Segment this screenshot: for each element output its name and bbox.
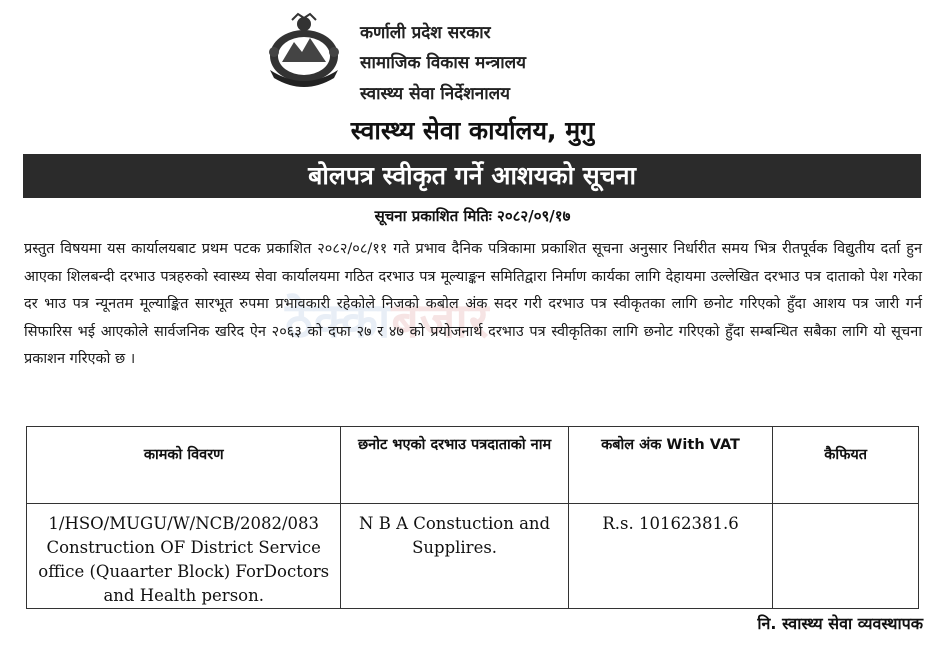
watermark-part2: बजार [391, 293, 490, 349]
header-ministry: सामाजिक विकास मन्त्रालय [360, 53, 527, 73]
table-header-row [27, 427, 919, 504]
cell-description: 1/HSO/MUGU/W/NCB/2082/083 Construction OF District Service office (Quaarter Block) ForDoctors and Health person. [27, 504, 341, 609]
notice-body: प्रस्तुत विषयमा यस कार्यालयबाट प्रथम पटक प्रकाशित २०८२/०८/११ गते प्रभाव दैनिक पत्रिकामा प्रकाशित सूचना अनुसार निर्धारीत समय भित्र रीतपूर्वक विद्युतीय दर्ता हुन आएका शिलबन्दी दरभाउ पत्रहरुको स्वास्थ्य सेवा कार्यालयमा गठित दरभाउ पत्र मूल्याङ्कन समितिद्वारा निर्माण कार्यका लागि देहायमा उल्लेखित दरभाउ पत्र दाताको पेश गरेका दर भाउ पत्र न्यूनतम मूल्याङ्कित सारभूत रुपमा प्रभावकारी रहेकोले निजको कबोल अंक सदर गरी दरभाउ पत्र स्वीकृतका लागि छनोट गरिएको हुँदा आशय पत्र जारी गर्न सिफारिस भई आएकोले सार्वजनिक खरिद ऐन २०६३ को दफा २७ र ४७ को प्रयोजनार्थ दरभाउ पत्र स्वीकृतिका लागि छनोट गरिएको हुँदा सम्बन्धित सबैका लागि यो सूचना प्रकाशन गरिएको छ । [24, 241, 922, 367]
cell-remarks [773, 504, 919, 609]
table-row [27, 504, 919, 609]
header-directorate: स्वास्थ्य सेवा निर्देशनालय [360, 84, 510, 104]
office-title: स्वास्थ्य सेवा कार्यालय, मुगु [350, 116, 595, 145]
published-date: सूचना प्रकाशित मितिः २०८२/०९/१७ [374, 207, 571, 225]
header-bid-amount: कबोल अंक With VAT [568, 427, 773, 504]
header-bidder-name: छनोट भएको दरभाउ पत्रदाताको नाम [341, 427, 568, 504]
cell-bidder: N B A Constuction and Supplires. [341, 504, 568, 609]
cell-amount: R.s. 10162381.6 [568, 504, 773, 609]
notice-banner: बोलपत्र स्वीकृत गर्ने आशयको सूचना [23, 154, 921, 198]
watermark-part1: ठेक्का [285, 293, 392, 349]
header-remarks: कैफियत [773, 427, 919, 504]
header-work-description: कामको विवरण [27, 427, 341, 504]
signatory: नि. स्वास्थ्य सेवा व्यवस्थापक [757, 614, 923, 633]
bid-table [26, 426, 919, 609]
header-province: कर्णाली प्रदेश सरकार [360, 23, 491, 43]
nepal-emblem-icon [262, 12, 346, 90]
